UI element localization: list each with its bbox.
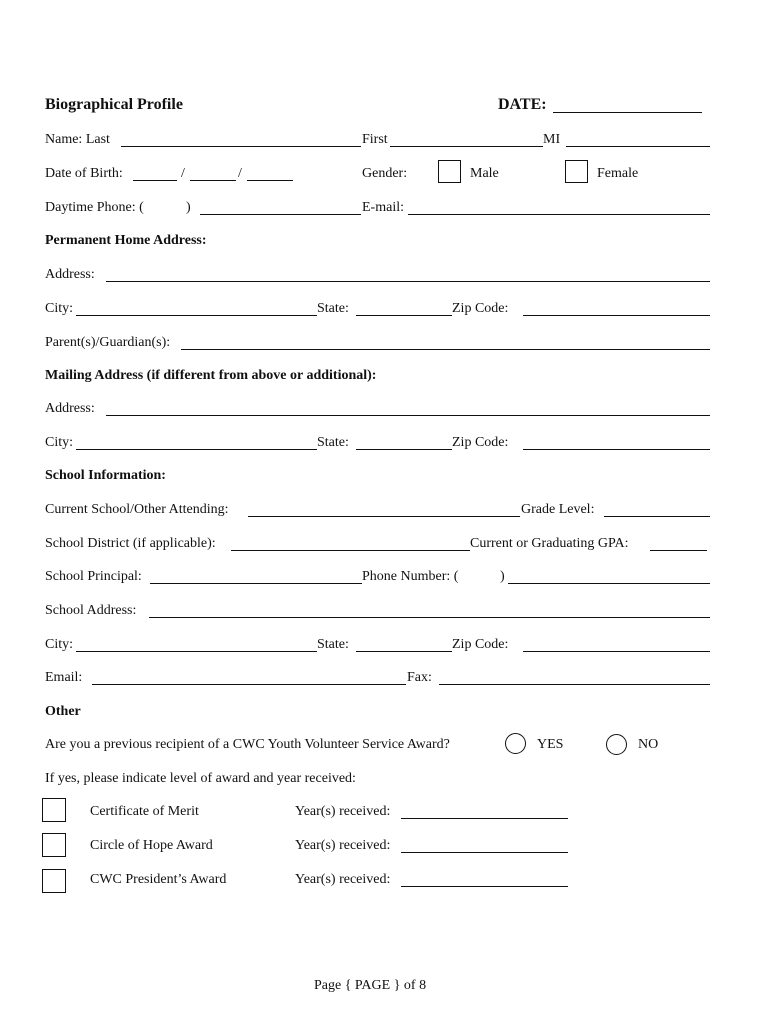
email-label: E-mail: [362, 200, 404, 215]
email-field[interactable] [408, 214, 710, 215]
previous-recipient-question: Are you a previous recipient of a CWC Youth Volunteer Service Award? [45, 737, 450, 752]
mailing-zip-field[interactable] [523, 449, 710, 450]
gender-label: Gender: [362, 166, 408, 181]
school-district-field[interactable] [231, 550, 470, 551]
permanent-address-heading: Permanent Home Address: [45, 233, 207, 248]
school-state-field[interactable] [356, 651, 452, 652]
school-email-label: Email: [45, 670, 83, 685]
certificate-of-merit-checkbox[interactable] [42, 798, 66, 822]
yes-radio[interactable] [505, 733, 526, 754]
permanent-state-field[interactable] [356, 315, 452, 316]
last-name-label: Name: Last [45, 132, 110, 147]
year-received-field[interactable] [401, 818, 568, 819]
school-phone-label: Phone Number: ( [362, 569, 459, 584]
award-name: Circle of Hope Award [90, 838, 213, 853]
mailing-address-heading: Mailing Address (if different from above or additional): [45, 368, 377, 383]
permanent-zip-field[interactable] [523, 315, 710, 316]
year-received-label: Year(s) received: [295, 804, 391, 819]
gpa-label: Current or Graduating GPA: [470, 536, 629, 551]
school-info-heading: School Information: [45, 468, 166, 483]
yes-label: YES [537, 737, 564, 752]
school-zip-field[interactable] [523, 651, 710, 652]
state-label: State: [317, 637, 349, 652]
fax-label: Fax: [407, 670, 432, 685]
dob-separator: / [238, 166, 242, 181]
address-label: Address: [45, 401, 95, 416]
address-label: Address: [45, 267, 95, 282]
award-name: Certificate of Merit [90, 804, 199, 819]
phone-paren: ) [186, 200, 191, 215]
first-name-label: First [362, 132, 388, 147]
dob-day-field[interactable] [190, 180, 236, 181]
male-label: Male [470, 166, 499, 181]
school-address-field[interactable] [149, 617, 710, 618]
female-checkbox[interactable] [565, 160, 588, 183]
mi-field[interactable] [566, 146, 710, 147]
if-yes-instruction: If yes, please indicate level of award and year received: [45, 771, 356, 786]
zip-label: Zip Code: [452, 301, 509, 316]
state-label: State: [317, 435, 349, 450]
permanent-address-field[interactable] [106, 281, 710, 282]
circle-of-hope-checkbox[interactable] [42, 833, 66, 857]
presidents-award-checkbox[interactable] [42, 869, 66, 893]
zip-label: Zip Code: [452, 637, 509, 652]
male-checkbox[interactable] [438, 160, 461, 183]
school-phone-field[interactable] [508, 583, 710, 584]
dob-separator: / [181, 166, 185, 181]
school-address-label: School Address: [45, 603, 137, 618]
gpa-field[interactable] [650, 550, 707, 551]
form-title: Biographical Profile [45, 96, 183, 113]
school-principal-label: School Principal: [45, 569, 142, 584]
year-received-label: Year(s) received: [295, 872, 391, 887]
zip-label: Zip Code: [452, 435, 509, 450]
guardian-field[interactable] [181, 349, 710, 350]
last-name-field[interactable] [121, 146, 361, 147]
female-label: Female [597, 166, 639, 181]
permanent-city-field[interactable] [76, 315, 317, 316]
school-email-field[interactable] [92, 684, 406, 685]
city-label: City: [45, 637, 74, 652]
award-name: CWC President’s Award [90, 872, 227, 887]
year-received-field[interactable] [401, 852, 568, 853]
fax-field[interactable] [439, 684, 710, 685]
no-radio[interactable] [606, 734, 627, 755]
school-city-field[interactable] [76, 651, 317, 652]
page-number: Page { PAGE } of 8 [314, 978, 427, 993]
grade-level-label: Grade Level: [521, 502, 595, 517]
other-heading: Other [45, 704, 81, 719]
school-district-label: School District (if applicable): [45, 536, 216, 551]
mailing-state-field[interactable] [356, 449, 452, 450]
date-label: DATE: [498, 96, 547, 113]
current-school-field[interactable] [248, 516, 520, 517]
mi-label: MI [543, 132, 561, 147]
school-principal-field[interactable] [150, 583, 362, 584]
no-label: NO [638, 737, 659, 752]
dob-label: Date of Birth: [45, 166, 123, 181]
dob-year-field[interactable] [247, 180, 293, 181]
year-received-field[interactable] [401, 886, 568, 887]
city-label: City: [45, 301, 74, 316]
guardian-label: Parent(s)/Guardian(s): [45, 335, 171, 350]
dob-month-field[interactable] [133, 180, 177, 181]
date-field[interactable] [553, 112, 702, 113]
daytime-phone-label: Daytime Phone: ( [45, 200, 144, 215]
first-name-field[interactable] [390, 146, 543, 147]
state-label: State: [317, 301, 349, 316]
year-received-label: Year(s) received: [295, 838, 391, 853]
mailing-address-field[interactable] [106, 415, 710, 416]
city-label: City: [45, 435, 74, 450]
phone-paren: ) [500, 569, 505, 584]
mailing-city-field[interactable] [76, 449, 317, 450]
current-school-label: Current School/Other Attending: [45, 502, 229, 517]
daytime-phone-field[interactable] [200, 214, 361, 215]
grade-level-field[interactable] [604, 516, 710, 517]
